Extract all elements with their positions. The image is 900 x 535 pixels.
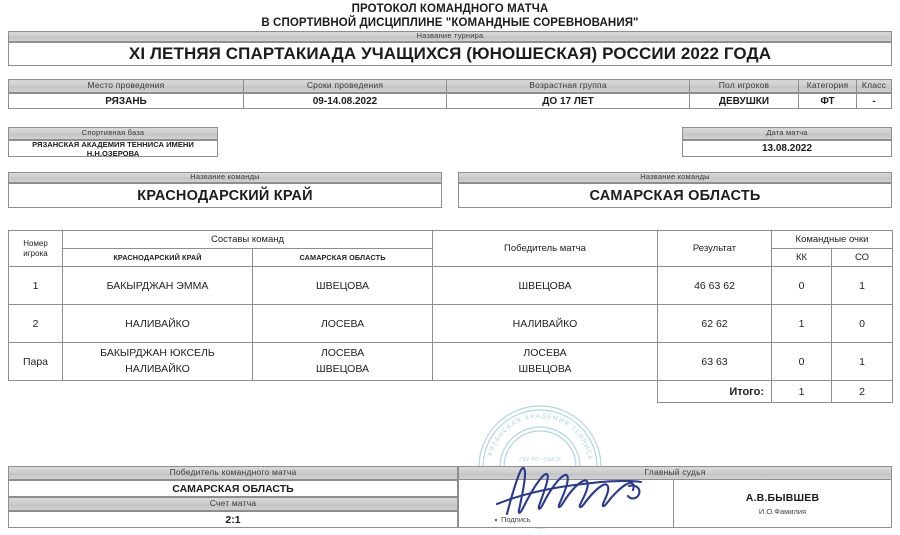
match-winner-box xyxy=(8,466,458,528)
info-value-age-group: ДО 17 ЛЕТ xyxy=(446,93,690,109)
header-points-left: КК xyxy=(772,249,832,267)
header-points-right: СО xyxy=(832,249,893,267)
table-row xyxy=(9,343,893,381)
document-subtitle: В СПОРТИВНОЙ ДИСЦИПЛИНЕ "КОМАНДНЫЕ СОРЕВНОВАНИЯ" xyxy=(261,17,639,29)
info-cell-class xyxy=(856,79,892,109)
match-winner-label: Победитель командного матча xyxy=(8,466,458,480)
total-label: Итого: xyxy=(658,381,772,403)
sports-base-label: Спортивная база xyxy=(8,127,218,140)
header-match-winner: Победитель матча xyxy=(433,231,658,267)
total-spacer-3 xyxy=(253,381,433,403)
team-left-label: Название команды xyxy=(8,172,442,183)
event-info-row xyxy=(8,79,892,109)
info-cell-category xyxy=(798,79,857,109)
row-winner-line1: ЛОСЕВА xyxy=(523,347,567,360)
tournament-name-value: XI ЛЕТНЯЯ СПАРТАКИАДА УЧАЩИХСЯ (ЮНОШЕСКАЯ) РОССИИ 2022 ГОДА xyxy=(8,42,892,66)
header-result: Результат xyxy=(658,231,772,267)
sports-base-box xyxy=(8,127,218,157)
row-winner: НАЛИВАЙКО xyxy=(433,305,658,343)
header-player-number-line2: игрока xyxy=(23,248,48,258)
header-lineups: Составы команд xyxy=(63,231,433,249)
row-left-player: БАКЫРДЖАН ЭММА xyxy=(63,267,253,305)
chief-judge-box xyxy=(458,466,892,528)
row-left-player-line1: БАКЫРДЖАН ЮКСЕЛЬ xyxy=(100,347,215,360)
row-number: 2 xyxy=(9,305,63,343)
row-left-player xyxy=(63,343,253,381)
sports-base-value: РЯЗАНСКАЯ АКАДЕМИЯ ТЕННИСА ИМЕНИ Н.Н.ОЗЕРОВА xyxy=(8,140,218,157)
match-date-box xyxy=(682,127,892,157)
info-label-category: Категория xyxy=(798,79,857,93)
total-spacer-1 xyxy=(9,381,63,403)
tournament-name-label: Название турнира xyxy=(8,31,892,42)
row-points-left: 0 xyxy=(772,343,832,381)
svg-text:РЯЗАНСКАЯ АКАДЕМИЯ ТЕННИСА: РЯЗАНСКАЯ АКАДЕМИЯ ТЕННИСА xyxy=(487,412,594,462)
signature-cell xyxy=(459,480,674,527)
team-left-name: КРАСНОДАРСКИЙ КРАЙ xyxy=(8,183,442,208)
info-cell-age-group xyxy=(446,79,690,109)
match-date-label: Дата матча xyxy=(682,127,892,140)
row-points-left: 1 xyxy=(772,305,832,343)
row-winner xyxy=(433,343,658,381)
svg-text:ГБУ РО «СШОР: ГБУ РО «СШОР xyxy=(519,457,561,463)
match-winner-value: САМАРСКАЯ ОБЛАСТЬ xyxy=(8,480,458,497)
header-player-number-line1: Номер xyxy=(23,238,48,248)
team-right-name: САМАРСКАЯ ОБЛАСТЬ xyxy=(458,183,892,208)
signature-caption: Подпись xyxy=(501,515,531,524)
row-right-player-line1: ЛОСЕВА xyxy=(320,347,365,360)
team-box-left xyxy=(8,172,442,208)
info-label-age-group: Возрастная группа xyxy=(446,79,690,93)
document-title: ПРОТОКОЛ КОМАНДНОГО МАТЧА xyxy=(351,3,549,15)
row-score: 62 62 xyxy=(658,305,772,343)
signature-bullet-icon xyxy=(495,519,497,521)
row-right-player: ШВЕЦОВА xyxy=(253,267,433,305)
row-points-right: 0 xyxy=(832,305,893,343)
info-label-class: Класс xyxy=(856,79,892,93)
info-value-gender: ДЕВУШКИ xyxy=(689,93,799,109)
match-results-table xyxy=(8,230,893,403)
info-value-venue: РЯЗАНЬ xyxy=(8,93,244,109)
table-total-row xyxy=(9,381,893,403)
row-right-player: ЛОСЕВА xyxy=(253,305,433,343)
row-right-player xyxy=(253,343,433,381)
total-spacer-2 xyxy=(63,381,253,403)
row-points-right: 1 xyxy=(832,343,893,381)
header-player-number xyxy=(9,231,63,267)
judge-name: А.В.БЫВШЕВ xyxy=(745,491,820,504)
row-number: Пара xyxy=(9,343,63,381)
header-team-points: Командные очки xyxy=(772,231,893,249)
match-date-value: 13.08.2022 xyxy=(682,140,892,157)
row-winner-line2: ШВЕЦОВА xyxy=(518,362,572,375)
row-number: 1 xyxy=(9,267,63,305)
row-points-right: 1 xyxy=(832,267,893,305)
info-value-class: - xyxy=(856,93,892,109)
team-box-right xyxy=(458,172,892,208)
judge-name-cell xyxy=(674,480,891,527)
match-score-label: Счет матча xyxy=(8,497,458,511)
info-cell-venue xyxy=(8,79,244,109)
table-row xyxy=(9,305,893,343)
team-right-label: Название команды xyxy=(458,172,892,183)
row-right-player-line2: ШВЕЦОВА xyxy=(316,362,369,375)
row-left-player-line2: НАЛИВАЙКО xyxy=(125,362,190,375)
row-left-player: НАЛИВАЙКО xyxy=(63,305,253,343)
total-points-left: 1 xyxy=(772,381,832,403)
chief-judge-label: Главный судья xyxy=(458,466,892,480)
header-team-left: КРАСНОДАРСКИЙ КРАЙ xyxy=(63,249,253,267)
info-value-category: ФТ xyxy=(798,93,857,109)
table-row xyxy=(9,267,893,305)
info-cell-dates xyxy=(243,79,447,109)
total-points-right: 2 xyxy=(832,381,893,403)
row-points-left: 0 xyxy=(772,267,832,305)
total-spacer-4 xyxy=(433,381,658,403)
row-score: 46 63 62 xyxy=(658,267,772,305)
table-header-row-1 xyxy=(9,231,893,249)
match-score-value: 2:1 xyxy=(8,511,458,528)
info-label-gender: Пол игроков xyxy=(689,79,799,93)
judge-name-caption: И.О.Фамилия xyxy=(758,506,807,516)
info-cell-gender xyxy=(689,79,799,109)
header-team-right: САМАРСКАЯ ОБЛАСТЬ xyxy=(253,249,433,267)
chief-judge-body xyxy=(458,480,892,528)
info-label-venue: Место проведения xyxy=(8,79,244,93)
info-value-dates: 09-14.08.2022 xyxy=(243,93,447,109)
info-label-dates: Сроки проведения xyxy=(243,79,447,93)
row-winner: ШВЕЦОВА xyxy=(433,267,658,305)
row-score: 63 63 xyxy=(658,343,772,381)
